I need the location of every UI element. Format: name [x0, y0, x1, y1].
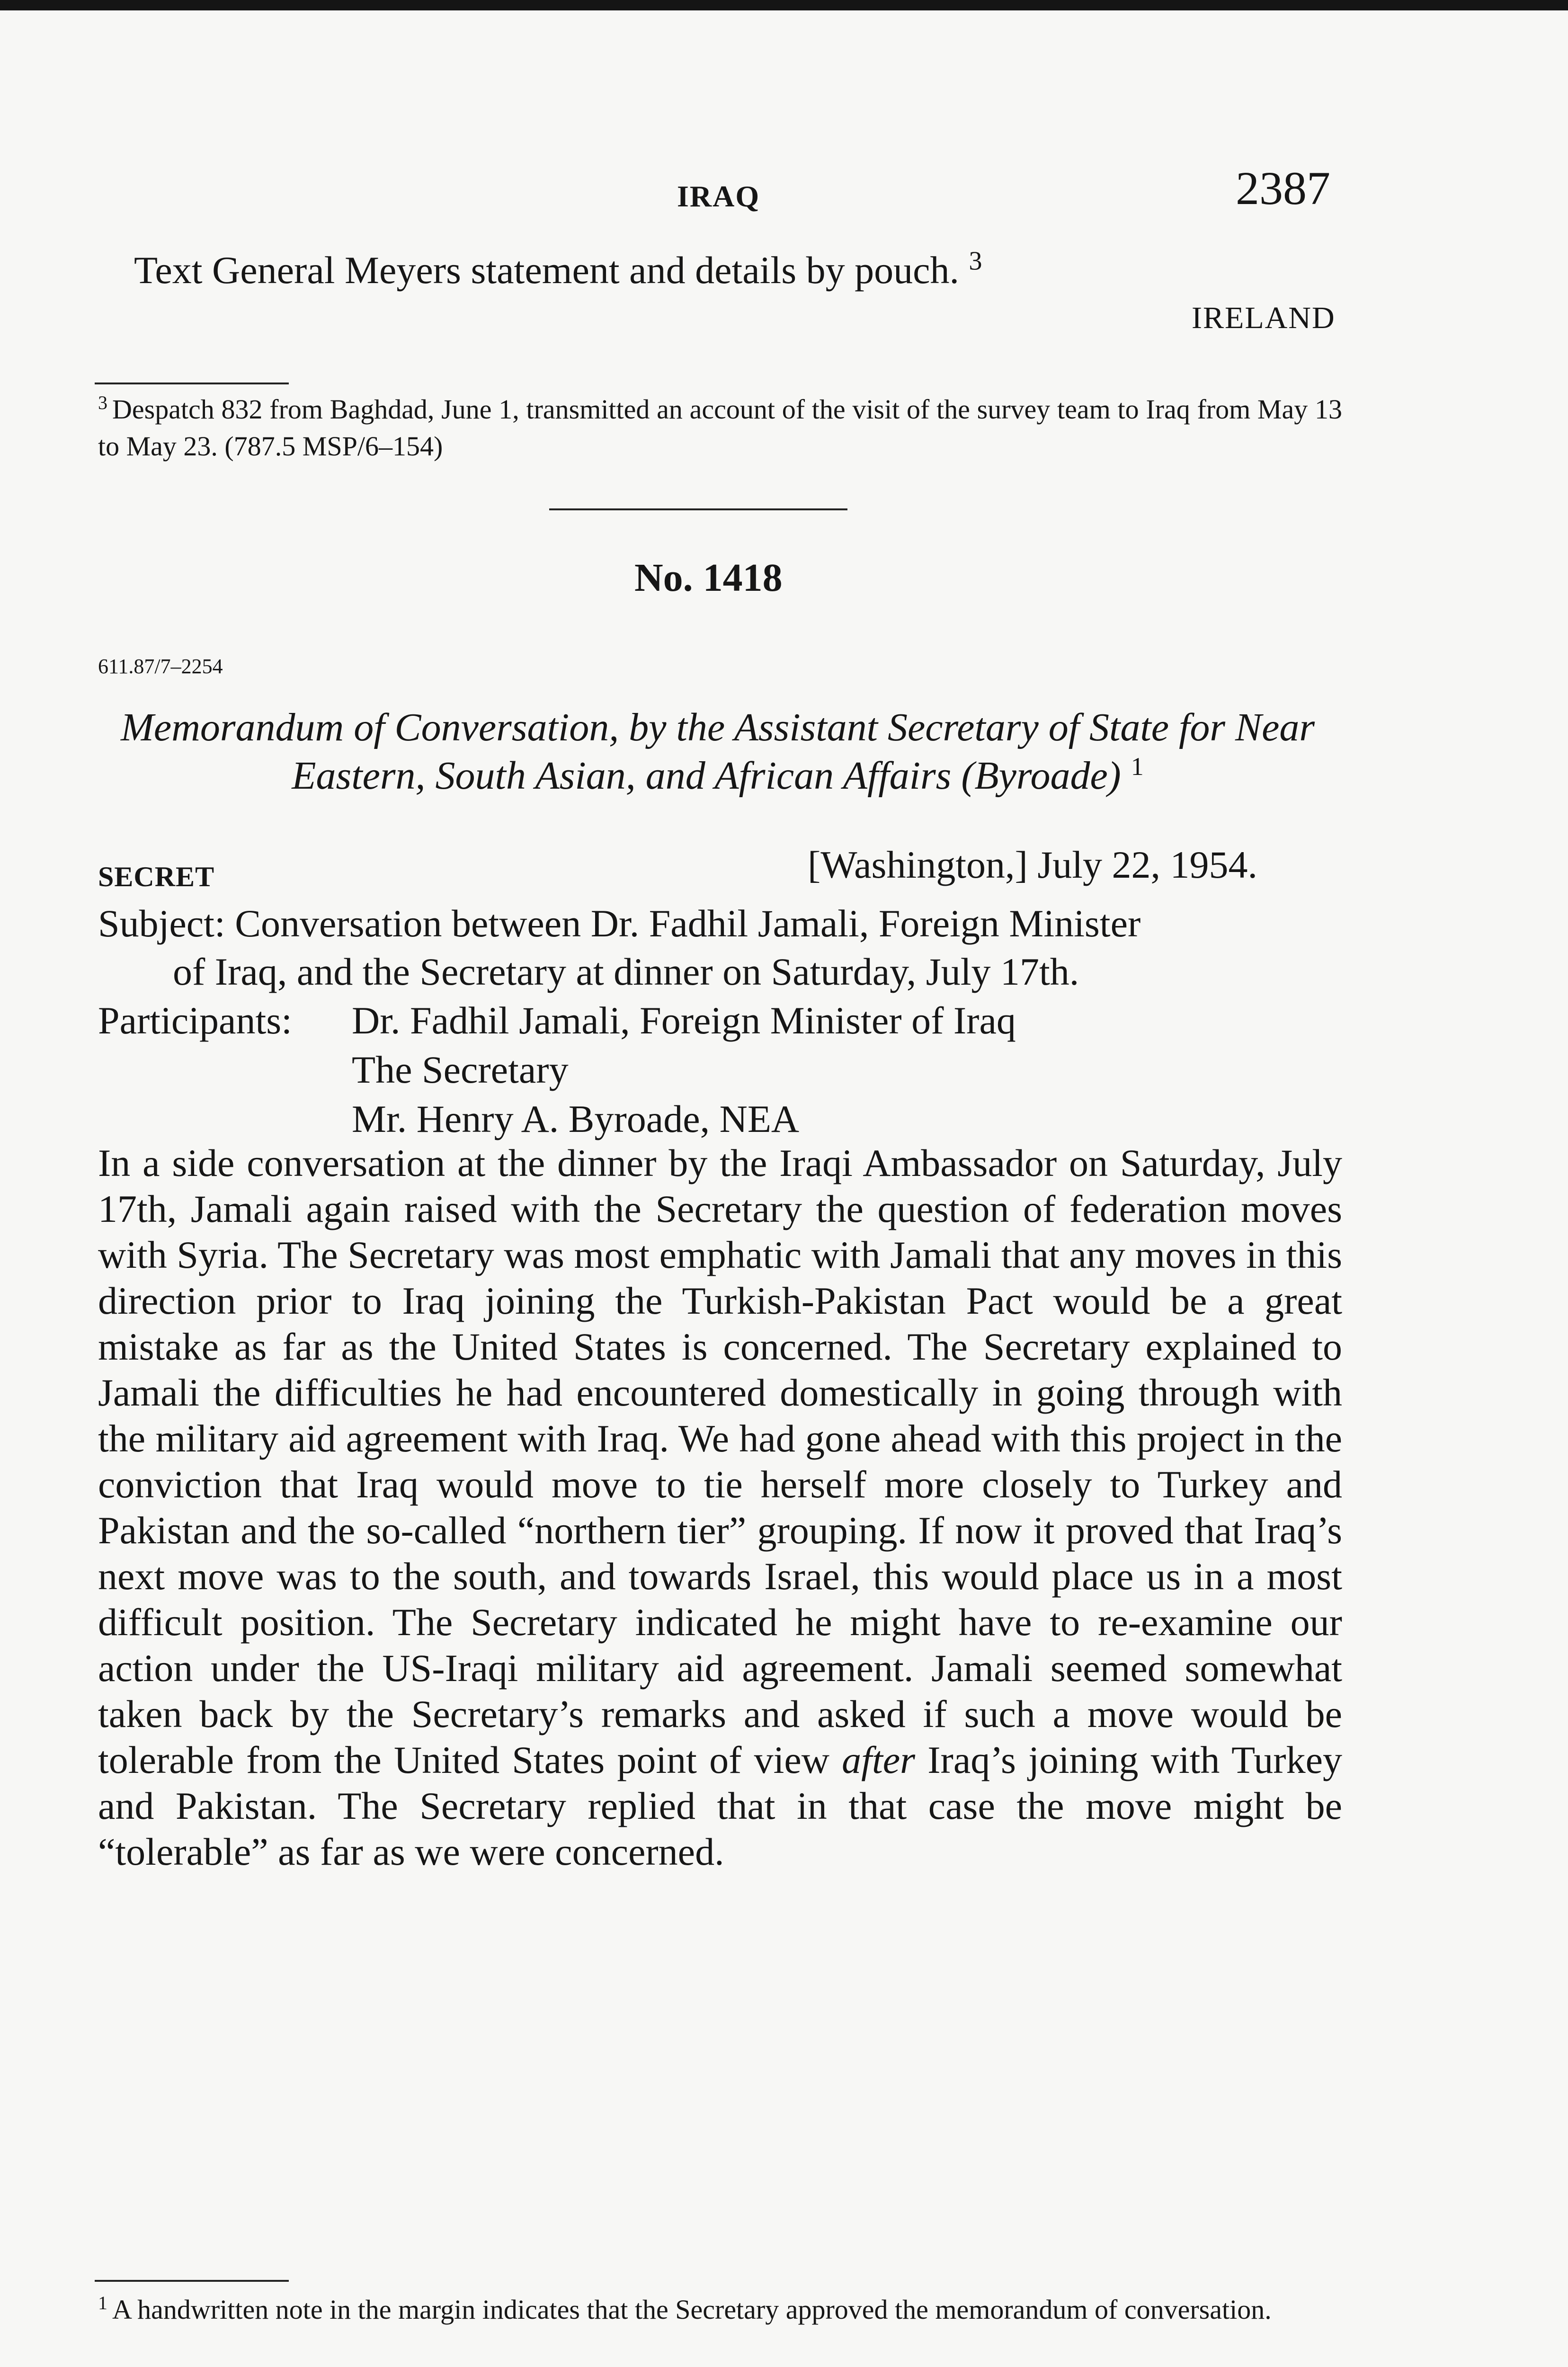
- file-reference: 611.87/7–2254: [98, 655, 223, 678]
- participants-label: Participants:: [98, 999, 292, 1042]
- footnote-1: [98, 2291, 1342, 2328]
- dateline-place: [Washington,]: [808, 843, 1028, 886]
- footnote-number: 1: [98, 2292, 107, 2314]
- participants-list: [352, 996, 1016, 1144]
- dateline: [808, 843, 1257, 887]
- participant: The Secretary: [352, 1048, 569, 1091]
- body-text-1: In a side conversation at the dinner by the Iraqi Ambassador on Saturday, July 17th, Jamali again raised with the Secretary the question of federation moves with Syria. The Secretary was most emphatic with Jamali that any moves in this direction prior to Iraq joining the Turkish-Pakistan Pact would be a great mistake as far as the United States is concerned. The Secretary explained to Jamali the difficulties he had encountered domestically in going through with the military aid agreement with Iraq. We had gone ahead with this project in the conviction that Iraq would move to tie herself more closely to Turkey and Pakistan and the so-called “northern tier” grouping. If now it proved that Iraq’s next move was to the south, and towards Israel, this would place us in a most difficult position. The Secretary indicated he might have to re-examine our action under the US-Iraqi military aid agreement. Jamali seemed somewhat taken back by the Secretary’s remarks and asked if such a move would be tolerable from the United States point of view: [98, 1141, 1342, 1781]
- body-emphasis: after: [842, 1738, 916, 1781]
- footnote-3: [98, 391, 1342, 465]
- carry-over-text: [134, 248, 982, 293]
- participants-block: [98, 996, 1016, 1144]
- dateline-date: July 22, 1954.: [1037, 843, 1258, 886]
- participant: Mr. Henry A. Byroade, NEA: [352, 1097, 800, 1140]
- body-text-2: Iraq’s joining with Turkey and Pakistan. The Secretary replied that in that case the move might be “tolerable” as far as we were concerned.: [98, 1738, 1343, 1873]
- carry-over-sentence: Text General Meyers statement and details by pouch.: [134, 249, 960, 292]
- subject-text-1: Conversation between Dr. Fadhil Jamali, Foreign Minister: [235, 902, 1141, 945]
- footnote-text: Despatch 832 from Baghdad, June 1, transmitted an account of the visit of the survey team to Iraq from May 13 to May 23. (787.5 MSP/6–154): [98, 394, 1342, 462]
- document-number: No. 1418: [634, 556, 783, 600]
- participant: Dr. Fadhil Jamali, Foreign Minister of Iraq: [352, 999, 1016, 1042]
- classification: SECRET: [98, 861, 215, 892]
- subject-block: [98, 899, 1343, 996]
- footnote-rule: [95, 2280, 289, 2282]
- page-number: 2387: [1236, 162, 1330, 214]
- page-top-border: [0, 0, 1568, 10]
- running-head: IRAQ: [677, 179, 760, 213]
- footnote-ref-3: 3: [969, 246, 982, 276]
- body-paragraph: [98, 1140, 1342, 1875]
- footnote-text: A handwritten note in the margin indicates that the Secretary approved the memorandum of conversation.: [112, 2294, 1272, 2325]
- footnote-number: 3: [98, 392, 107, 413]
- document-title: [107, 703, 1328, 800]
- footnote-rule: [95, 383, 289, 384]
- section-divider: [549, 508, 847, 510]
- subject-line-2: of Iraq, and the Secretary at dinner on Saturday, July 17th.: [173, 950, 1079, 993]
- next-section-heading: IRELAND: [1192, 301, 1336, 335]
- subject-line-1: [98, 899, 1343, 948]
- subject-label: Subject:: [98, 902, 225, 945]
- document-title-text: Memorandum of Conversation, by the Assistant Secretary of State for Near Eastern, South Asian, and African Affairs (Byroade): [120, 705, 1315, 798]
- footnote-ref-1: 1: [1131, 752, 1144, 781]
